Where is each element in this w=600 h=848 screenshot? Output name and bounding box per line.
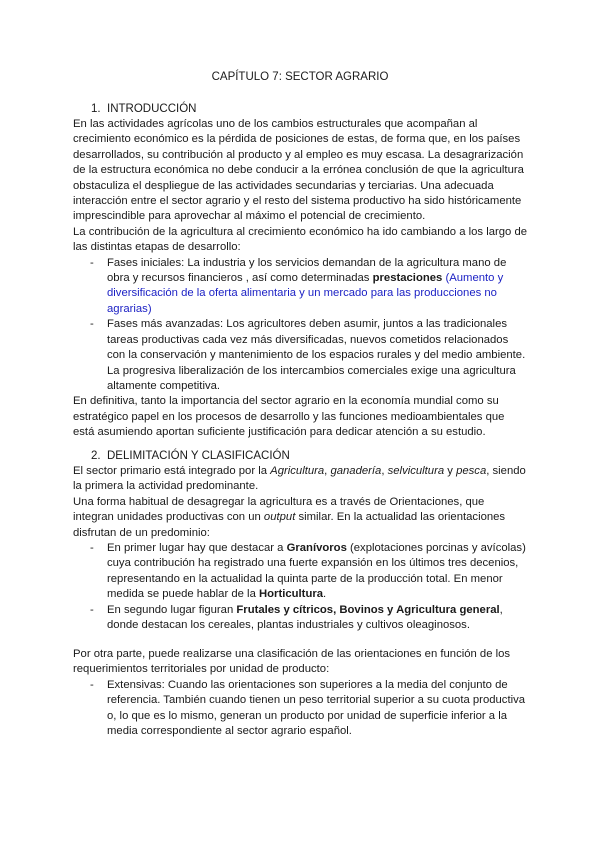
dash-bullet: - <box>90 256 94 269</box>
bold-term: Frutales y cítricos, Bovinos y Agricultura general <box>236 603 500 616</box>
paragraph: El sector primario está integrado por la Agricultura, ganadería, selvicultura y pesca, siendo la primera la actividad predominante. <box>73 465 526 493</box>
list-item-text: Fases más avanzadas: Los agricultores deben asumir, juntos a las tradicionales tareas productivas cada vez más diversificadas, nuevos cometidos relacionados con la conservación y mantenimiento de los espacios rurales y del medio ambiente. La progresiva liberalización de los intercambios comerciales exige una agricultura altamente competitiva. <box>107 318 526 392</box>
section-title: DELIMITACIÓN Y CLASIFICACIÓN <box>107 450 290 462</box>
dash-bullet: - <box>90 603 94 616</box>
section-heading-delimitacion <box>91 449 290 464</box>
bold-term: Horticultura <box>259 588 324 601</box>
paragraph: En definitiva, tanto la importancia del sector agrario en la economía mundial como su estratégico papel en los procesos de desarrollo y las funciones medioambientales que está asumiendo aportan suficiente justificación para dedicar atención a su estudio. <box>73 395 505 439</box>
section-title: INTRODUCCIÓN <box>107 103 197 115</box>
paragraph: Por otra parte, puede realizarse una clasificación de las orientaciones en función de los requerimientos territoriales por unidad de producto: <box>73 648 511 676</box>
section-body-delimitacion <box>73 464 528 633</box>
bold-term: prestaciones <box>372 272 443 285</box>
list-item <box>73 317 528 394</box>
dash-bullet: - <box>90 318 94 331</box>
bullet-list <box>73 256 528 395</box>
section-heading-introduccion <box>91 102 196 117</box>
bold-term: Granívoros <box>286 542 347 555</box>
list-item <box>73 678 528 740</box>
dash-bullet: - <box>90 678 94 691</box>
paragraph: Una forma habitual de desagregar la agricultura es a través de Orientaciones, que integran unidades productivas con un output similar. En la actualidad las orientaciones disfrutan de un predominio: <box>73 495 506 539</box>
bullet-list <box>73 541 528 633</box>
paragraph: La contribución de la agricultura al crecimiento económico ha ido cambiando a los largo de las distintas etapas de desarrollo: <box>73 225 528 254</box>
list-item-text: Extensivas: Cuando las orientaciones son superiores a la media del conjunto de referencia. También cuando tienen un peso territorial superior a su cuota productiva o, lo que es lo mismo, generan un producto por unidad de superficie inferior a la media correspondiente al sector agrario español. <box>107 678 526 738</box>
highlighted-text: (Aumento y diversificación de la oferta alimentaria y un mercado para las producciones no agrarias) <box>107 272 504 315</box>
list-item: - En segundo lugar figuran Frutales y cítricos, Bovinos y Agricultura general, donde destacan los cereales, plantas industriales y cultivos oleaginosos. <box>90 603 503 632</box>
list-item: - En primer lugar hay que destacar a Granívoros (explotaciones porcinas y avícolas) cuya contribución ha registrado una fuerte expansión en los últimos tres decenios, representando en la actualidad la quinta parte de la producción total. En menor medida se puede hablar de la Horticultura. <box>90 542 526 601</box>
section-number: 1. <box>91 103 101 115</box>
list-item-text: Fases iniciales: La industria y los servicios demandan de la agricultura mano de obra y recursos financieros , así como determinadas <box>107 256 507 285</box>
dash-bullet: - <box>90 542 94 555</box>
bullet-list <box>73 678 528 740</box>
section-body-introduccion <box>73 117 528 441</box>
chapter-title: CAPÍTULO 7: SECTOR AGRARIO <box>211 71 389 83</box>
list-item <box>73 256 528 318</box>
paragraph: En las actividades agrícolas uno de los cambios estructurales que acompañan al crecimiento económico es la pérdida de posiciones de estas, de forma que, en los países desarrollados, su contribución al producto y al empleo es muy escasa. La desagrarización de la estructura económica no debe conducir a la errónea conclusión de que la agricultura obstaculiza el despliegue de las actividades secundarias y terciarias. Una adecuada interacción entre el sector agrario y el resto del sistema productivo ha sido históricamente imprescindible para aprovechar al máximo el potencial de crecimiento. <box>73 118 524 223</box>
section-number: 2. <box>91 450 101 462</box>
section-body-clasificacion <box>73 647 528 739</box>
